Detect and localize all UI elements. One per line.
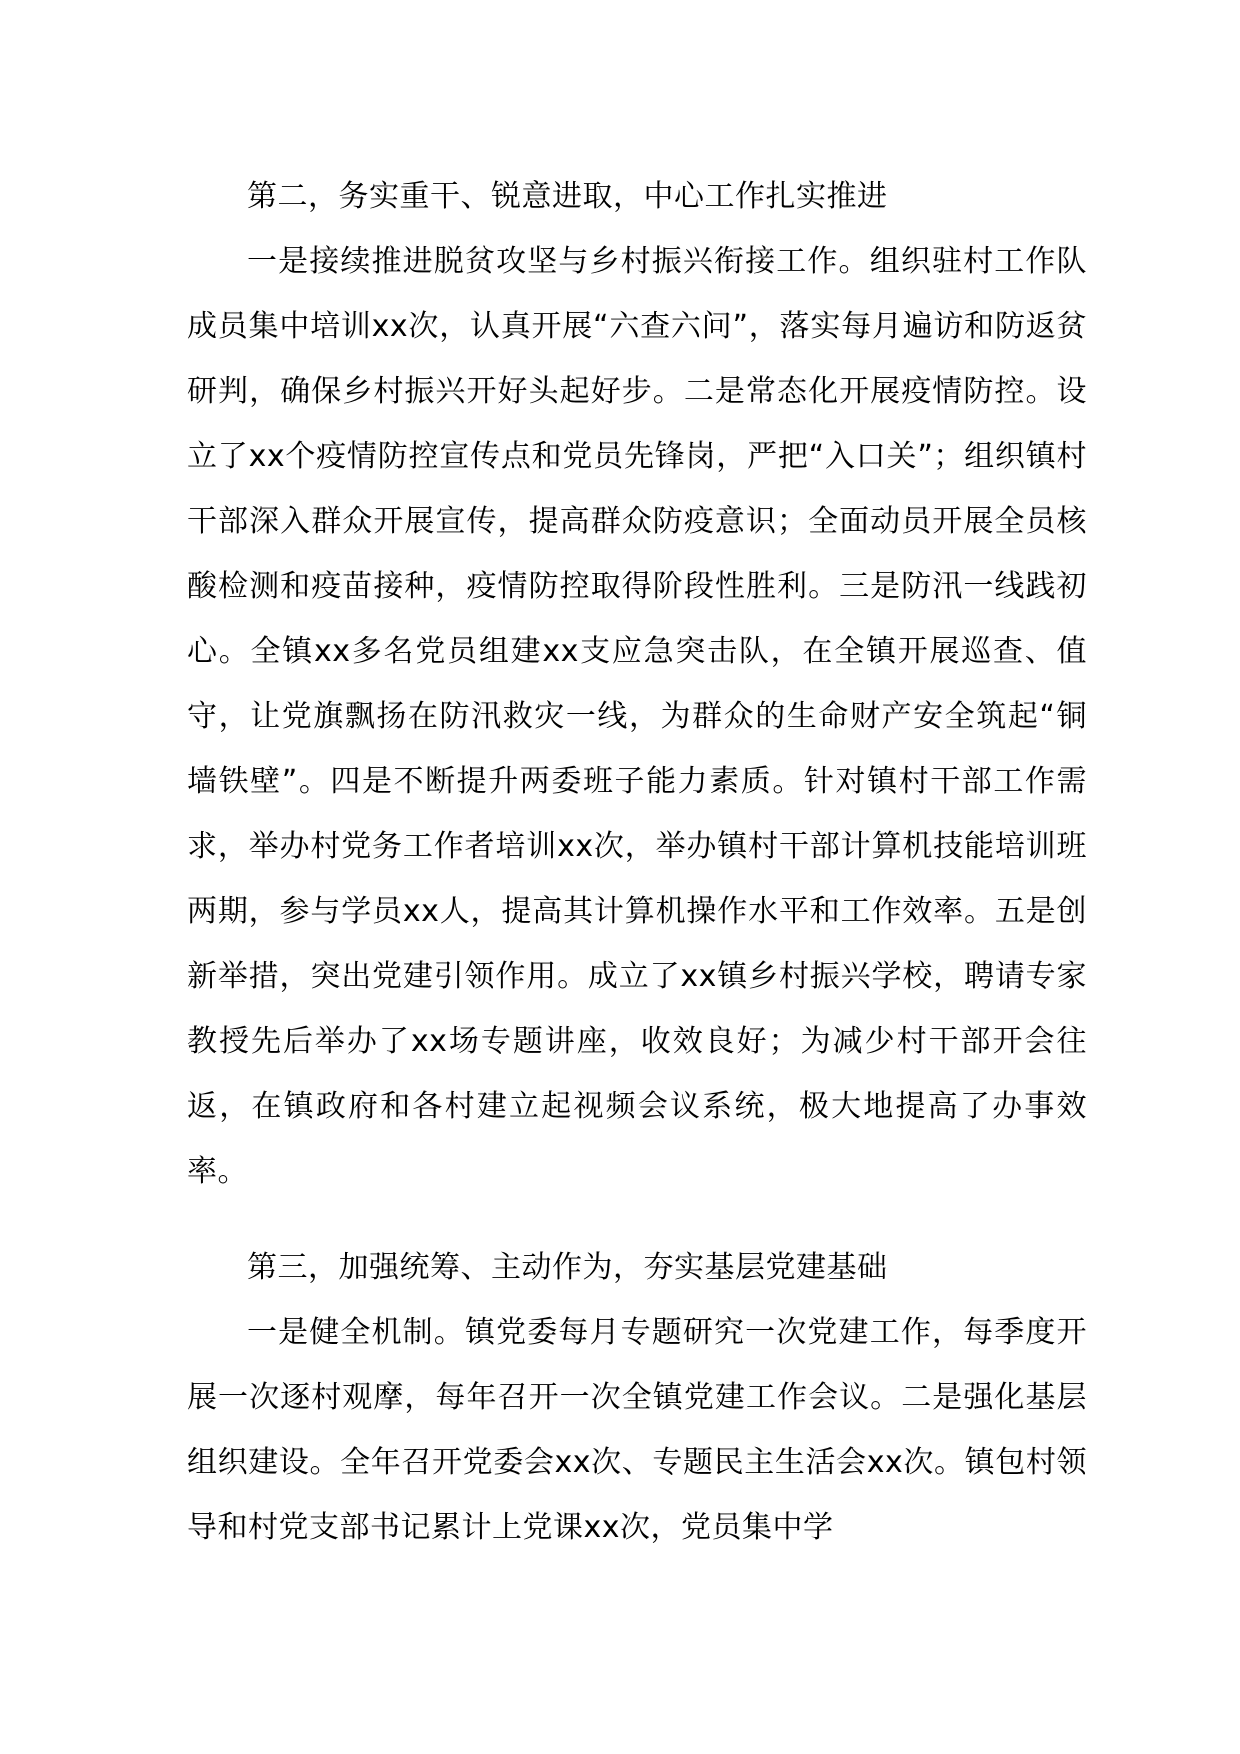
section-third (187, 1235, 1087, 1560)
section-paragraph: 一是健全机制。镇党委每月专题研究一次党建工作，每季度开展一次逐村观摩，每年召开一次全镇党建工作会议。二是强化基层组织建设。全年召开党委会xx次、专题民主生活会xx次。镇包村领导和村党支部书记累计上党课xx次，党员集中学 (187, 1315, 1087, 1545)
section-heading: 第二，务实重干、锐意进取，中心工作扎实推进 (247, 179, 888, 214)
section-heading: 第三，加强统筹、主动作为，夯实基层党建基础 (247, 1250, 888, 1285)
section-paragraph: 一是接续推进脱贫攻坚与乡村振兴衔接工作。组织驻村工作队成员集中培训xx次，认真开展“六查六问”，落实每月遍访和防返贫研判，确保乡村振兴开好头起好步。二是常态化开展疫情防控。设立了xx个疫情防控宣传点和党员先锋岗，严把“入口关”；组织镇村干部深入群众开展宣传，提高群众防疫意识；全面动员开展全员核酸检测和疫苗接种，疫情防控取得阶段性胜利。三是防汛一线践初心。全镇xx多名党员组建xx支应急突击队，在全镇开展巡查、值守，让党旗飘扬在防汛救灾一线，为群众的生命财产安全筑起“铜墙铁壁”。四是不断提升两委班子能力素质。针对镇村干部工作需求，举办村党务工作者培训xx次，举办镇村干部计算机技能培训班两期，参与学员xx人，提高其计算机操作水平和工作效率。五是创新举措，突出党建引领作用。成立了xx镇乡村振兴学校，聘请专家教授先后举办了xx场专题讲座，收效良好；为减少村干部开会往返，在镇政府和各村建立起视频会议系统，极大地提高了办事效率。 (187, 244, 1087, 1189)
section-second (187, 164, 1087, 1204)
